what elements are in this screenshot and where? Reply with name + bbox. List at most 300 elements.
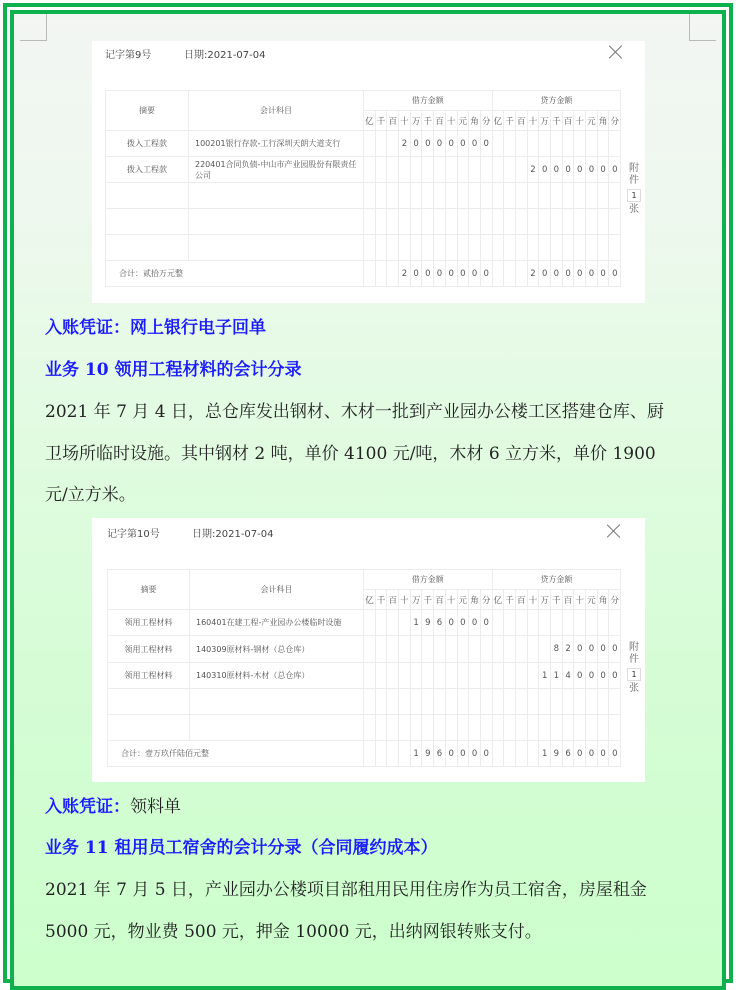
credit-digit-cell (574, 715, 586, 741)
credit-digit-cell: 0 (562, 261, 574, 287)
debit-digit-cell (445, 663, 457, 689)
debit-digit-cell (410, 157, 422, 183)
credit-digit-cell (609, 689, 621, 715)
credit-digit-cell: 8 (551, 636, 563, 663)
debit-digit-cell (410, 663, 422, 689)
digit-unit-header: 亿 (364, 111, 376, 131)
digit-unit-header: 分 (480, 590, 492, 610)
digit-unit-header: 亿 (492, 111, 504, 131)
digit-unit-header: 分 (609, 590, 621, 610)
debit-digit-cell (387, 235, 399, 261)
digit-unit-header: 千 (375, 590, 387, 610)
row-summary: 领用工程材料 (108, 610, 190, 636)
credit-digit-cell: 0 (586, 261, 598, 287)
credit-digit-cell (515, 261, 527, 287)
credit-digit-cell (504, 183, 516, 209)
digit-unit-header: 万 (539, 590, 551, 610)
debit-digit-cell: 0 (422, 261, 434, 287)
corner-mark-top-left (20, 14, 47, 41)
row-summary (106, 209, 189, 235)
debit-digit-cell (457, 235, 469, 261)
digit-unit-header: 十 (399, 590, 411, 610)
attachments-label: 附件 (629, 163, 639, 186)
digit-unit-header: 元 (457, 111, 469, 131)
credit-digit-cell (574, 235, 586, 261)
digit-unit-header: 十 (527, 111, 539, 131)
debit-digit-cell (434, 183, 446, 209)
credit-digit-cell (562, 610, 574, 636)
debit-digit-cell (364, 715, 376, 741)
debit-digit-cell (364, 157, 376, 183)
debit-digit-cell (387, 261, 399, 287)
credit-digit-cell (609, 610, 621, 636)
credit-digit-cell (551, 610, 563, 636)
digit-unit-header: 百 (515, 590, 527, 610)
digit-unit-header: 千 (551, 111, 563, 131)
credit-digit-cell (562, 183, 574, 209)
credit-digit-cell (551, 183, 563, 209)
credit-digit-cell: 6 (562, 741, 574, 767)
debit-digit-cell (399, 663, 411, 689)
credit-digit-cell (574, 209, 586, 235)
credit-digit-cell (515, 157, 527, 183)
credit-digit-cell (609, 209, 621, 235)
debit-digit-cell (434, 636, 446, 663)
debit-digit-cell (410, 183, 422, 209)
credit-digit-cell (492, 636, 504, 663)
digit-unit-header: 亿 (492, 590, 504, 610)
debit-digit-cell (434, 689, 446, 715)
row-account: 160401在建工程-产业园办公楼临时设施 (190, 610, 364, 636)
debit-digit-cell: 0 (422, 131, 434, 157)
debit-digit-cell (375, 157, 387, 183)
debit-digit-cell (445, 157, 457, 183)
credit-digit-cell (504, 157, 516, 183)
row-summary (108, 689, 190, 715)
debit-digit-cell (480, 715, 492, 741)
digit-unit-header: 十 (445, 590, 457, 610)
digit-unit-header: 千 (504, 111, 516, 131)
row-account: 140309原材料-钢材（总仓库） (190, 636, 364, 663)
digit-unit-header: 分 (480, 111, 492, 131)
debit-digit-cell (387, 636, 399, 663)
debit-digit-cell: 0 (480, 741, 492, 767)
digit-unit-header: 百 (387, 111, 399, 131)
digit-unit-header: 万 (410, 590, 422, 610)
credit-digit-cell: 0 (586, 663, 598, 689)
credit-digit-cell (562, 131, 574, 157)
debit-digit-cell (364, 741, 376, 767)
credit-digit-cell (527, 715, 539, 741)
debit-digit-cell (375, 235, 387, 261)
digit-unit-header: 元 (586, 111, 598, 131)
debit-digit-cell (469, 157, 481, 183)
credit-digit-cell (527, 636, 539, 663)
debit-digit-cell (469, 689, 481, 715)
attachments-unit: 张 (629, 204, 639, 215)
debit-digit-cell (457, 689, 469, 715)
header-debit: 借方金额 (364, 91, 493, 111)
table-row (108, 663, 621, 689)
debit-digit-cell (399, 235, 411, 261)
credit-digit-cell (586, 209, 598, 235)
credit-digit-cell: 0 (609, 636, 621, 663)
credit-digit-cell (597, 689, 609, 715)
digit-unit-header: 千 (422, 590, 434, 610)
credit-digit-cell: 0 (574, 157, 586, 183)
credit-digit-cell (515, 235, 527, 261)
credit-digit-cell: 0 (597, 157, 609, 183)
debit-digit-cell (364, 610, 376, 636)
credit-digit-cell (586, 235, 598, 261)
debit-digit-cell (469, 715, 481, 741)
debit-digit-cell (364, 663, 376, 689)
debit-digit-cell (375, 636, 387, 663)
debit-digit-cell (410, 235, 422, 261)
debit-digit-cell (434, 663, 446, 689)
close-icon[interactable] (607, 524, 621, 538)
debit-digit-cell: 0 (457, 610, 469, 636)
credit-digit-cell (515, 183, 527, 209)
credit-digit-cell (504, 261, 516, 287)
close-icon[interactable] (609, 45, 623, 59)
credit-digit-cell (492, 689, 504, 715)
entry-voucher-label: 入账凭证： (45, 797, 130, 817)
business-10-title: 业务 10 领用工程材料的会计分录 (45, 360, 302, 380)
row-summary (106, 183, 189, 209)
credit-digit-cell (527, 183, 539, 209)
credit-digit-cell (527, 689, 539, 715)
credit-digit-cell (539, 610, 551, 636)
row-account (189, 209, 364, 235)
credit-digit-cell (586, 131, 598, 157)
credit-digit-cell (492, 209, 504, 235)
credit-digit-cell (504, 636, 516, 663)
debit-digit-cell (387, 689, 399, 715)
debit-digit-cell (457, 636, 469, 663)
debit-digit-cell (364, 689, 376, 715)
digit-unit-header: 十 (399, 111, 411, 131)
row-account: 220401合同负债-中山市产业园股份有限责任公司 (189, 157, 364, 183)
debit-digit-cell (410, 636, 422, 663)
credit-digit-cell (586, 715, 598, 741)
entry-voucher-value: 网上银行电子回单 (130, 318, 266, 338)
credit-digit-cell (562, 235, 574, 261)
credit-digit-cell: 9 (551, 741, 563, 767)
credit-digit-cell (551, 715, 563, 741)
credit-digit-cell (562, 209, 574, 235)
credit-digit-cell: 0 (539, 261, 551, 287)
total-label: 合计：壹万玖仟陆佰元整 (108, 741, 364, 767)
row-summary: 领用工程材料 (108, 663, 190, 689)
debit-digit-cell (422, 209, 434, 235)
credit-digit-cell: 0 (597, 636, 609, 663)
credit-digit-cell (527, 610, 539, 636)
digit-unit-header: 亿 (364, 590, 376, 610)
debit-digit-cell: 9 (422, 741, 434, 767)
credit-digit-cell (492, 663, 504, 689)
digit-unit-header: 百 (515, 111, 527, 131)
debit-digit-cell: 0 (445, 610, 457, 636)
business-11-line-1: 2021 年 7 月 5 日，产业园办公楼项目部租用民用住房作为员工宿舍，房屋租金 (45, 880, 647, 900)
credit-digit-cell (515, 689, 527, 715)
credit-digit-cell (515, 131, 527, 157)
row-summary: 拨入工程款 (106, 131, 189, 157)
credit-digit-cell (539, 715, 551, 741)
debit-digit-cell (399, 209, 411, 235)
credit-digit-cell: 0 (586, 741, 598, 767)
credit-digit-cell: 1 (539, 741, 551, 767)
debit-digit-cell (445, 715, 457, 741)
debit-digit-cell (399, 741, 411, 767)
debit-digit-cell (480, 663, 492, 689)
digit-unit-header: 角 (597, 590, 609, 610)
row-summary (106, 235, 189, 261)
credit-digit-cell (539, 235, 551, 261)
debit-digit-cell (375, 183, 387, 209)
credit-digit-cell (539, 636, 551, 663)
debit-digit-cell (422, 235, 434, 261)
credit-digit-cell (504, 741, 516, 767)
debit-digit-cell: 0 (457, 741, 469, 767)
voucher-card-9 (92, 41, 645, 303)
business-11-line-2: 5000 元，物业费 500 元，押金 10000 元，出纳网银转账支付。 (45, 922, 542, 942)
table-row (106, 131, 621, 157)
debit-digit-cell (375, 610, 387, 636)
table-row (106, 209, 621, 235)
debit-digit-cell (469, 183, 481, 209)
digit-unit-header: 十 (574, 111, 586, 131)
credit-digit-cell (504, 689, 516, 715)
credit-digit-cell (539, 689, 551, 715)
debit-digit-cell (480, 157, 492, 183)
header-account: 会计科目 (190, 570, 364, 610)
credit-digit-cell (586, 183, 598, 209)
credit-digit-cell (527, 131, 539, 157)
voucher-number: 记字第9号 (105, 50, 152, 61)
debit-digit-cell (445, 689, 457, 715)
attachments-number-field[interactable]: 1 (627, 668, 641, 681)
credit-digit-cell (492, 610, 504, 636)
row-account (190, 715, 364, 741)
debit-digit-cell (364, 261, 376, 287)
credit-digit-cell: 0 (574, 261, 586, 287)
debit-digit-cell: 0 (480, 131, 492, 157)
row-summary (108, 715, 190, 741)
digit-unit-header: 百 (562, 111, 574, 131)
credit-digit-cell: 1 (539, 663, 551, 689)
credit-digit-cell (504, 715, 516, 741)
debit-digit-cell (375, 261, 387, 287)
digit-unit-header: 角 (597, 111, 609, 131)
debit-digit-cell: 1 (410, 610, 422, 636)
debit-digit-cell (457, 663, 469, 689)
debit-digit-cell (375, 715, 387, 741)
attachments-unit: 张 (629, 683, 639, 694)
credit-digit-cell (492, 715, 504, 741)
digit-unit-header: 百 (387, 590, 399, 610)
credit-digit-cell (492, 741, 504, 767)
debit-digit-cell (457, 157, 469, 183)
entry-voucher-line-1 (45, 318, 695, 338)
credit-digit-cell (574, 131, 586, 157)
credit-digit-cell (527, 663, 539, 689)
table-row (108, 689, 621, 715)
credit-digit-cell (551, 689, 563, 715)
business-11-title: 业务 11 租用员工宿舍的会计分录（合同履约成本） (45, 838, 438, 858)
debit-digit-cell (399, 157, 411, 183)
entry-voucher-label: 入账凭证： (45, 318, 130, 338)
credit-digit-cell (527, 235, 539, 261)
debit-digit-cell (387, 610, 399, 636)
credit-digit-cell: 2 (527, 157, 539, 183)
voucher-card-10 (92, 518, 645, 782)
credit-digit-cell (539, 131, 551, 157)
debit-digit-cell (387, 157, 399, 183)
digit-unit-header: 十 (574, 590, 586, 610)
debit-digit-cell: 0 (410, 261, 422, 287)
debit-digit-cell (445, 636, 457, 663)
debit-digit-cell (410, 209, 422, 235)
debit-digit-cell (422, 663, 434, 689)
credit-digit-cell: 0 (609, 741, 621, 767)
table-row (108, 715, 621, 741)
credit-digit-cell: 0 (551, 157, 563, 183)
attachments-count (627, 163, 641, 216)
voucher-table (105, 90, 621, 287)
digit-unit-header: 十 (445, 111, 457, 131)
credit-digit-cell: 2 (562, 636, 574, 663)
entry-voucher-line-2 (45, 797, 695, 817)
debit-digit-cell (422, 157, 434, 183)
credit-digit-cell (597, 209, 609, 235)
digit-unit-header: 万 (539, 111, 551, 131)
debit-digit-cell (469, 663, 481, 689)
total-label: 合计：贰拾万元整 (106, 261, 364, 287)
debit-digit-cell (434, 235, 446, 261)
debit-digit-cell (422, 636, 434, 663)
credit-digit-cell: 0 (551, 261, 563, 287)
debit-digit-cell: 0 (469, 261, 481, 287)
debit-digit-cell (364, 209, 376, 235)
credit-digit-cell: 0 (574, 663, 586, 689)
debit-digit-cell (434, 209, 446, 235)
credit-digit-cell (597, 235, 609, 261)
digit-unit-header: 角 (469, 590, 481, 610)
credit-digit-cell (504, 235, 516, 261)
debit-digit-cell (387, 663, 399, 689)
credit-digit-cell: 0 (597, 663, 609, 689)
debit-digit-cell: 0 (469, 131, 481, 157)
credit-digit-cell (562, 715, 574, 741)
digit-unit-header: 千 (551, 590, 563, 610)
debit-digit-cell: 0 (480, 261, 492, 287)
credit-digit-cell (597, 183, 609, 209)
credit-digit-cell (515, 741, 527, 767)
voucher-date: 日期:2021-07-04 (184, 50, 266, 61)
digit-unit-header: 百 (434, 590, 446, 610)
table-row (106, 183, 621, 209)
credit-digit-cell (609, 715, 621, 741)
digit-unit-header: 千 (504, 590, 516, 610)
debit-digit-cell (480, 209, 492, 235)
row-account: 140310原材料-木材（总仓库） (190, 663, 364, 689)
table-row (108, 636, 621, 663)
debit-digit-cell (399, 689, 411, 715)
credit-digit-cell: 0 (609, 157, 621, 183)
credit-digit-cell (504, 610, 516, 636)
debit-digit-cell (469, 209, 481, 235)
debit-digit-cell: 9 (422, 610, 434, 636)
credit-digit-cell: 1 (551, 663, 563, 689)
debit-digit-cell: 2 (399, 131, 411, 157)
attachments-count (627, 642, 641, 695)
debit-digit-cell (375, 689, 387, 715)
debit-digit-cell (422, 715, 434, 741)
digit-unit-header: 角 (469, 111, 481, 131)
header-summary: 摘要 (106, 91, 189, 131)
credit-digit-cell (586, 610, 598, 636)
table-row (106, 235, 621, 261)
debit-digit-cell: 0 (434, 131, 446, 157)
business-10-line-2: 卫场所临时设施。其中钢材 2 吨，单价 4100 元/吨，木材 6 立方米，单价 1900 (45, 444, 656, 464)
digit-unit-header: 千 (375, 111, 387, 131)
credit-digit-cell (527, 741, 539, 767)
credit-digit-cell (515, 636, 527, 663)
business-10-line-3: 元/立方米。 (45, 485, 136, 505)
credit-digit-cell (551, 209, 563, 235)
debit-digit-cell (480, 183, 492, 209)
debit-digit-cell (364, 235, 376, 261)
total-row (108, 741, 621, 767)
debit-digit-cell (399, 636, 411, 663)
debit-digit-cell: 0 (445, 741, 457, 767)
debit-digit-cell (422, 183, 434, 209)
credit-digit-cell: 0 (574, 741, 586, 767)
debit-digit-cell (434, 157, 446, 183)
credit-digit-cell (609, 183, 621, 209)
digit-unit-header: 元 (457, 590, 469, 610)
credit-digit-cell: 0 (597, 261, 609, 287)
credit-digit-cell (586, 689, 598, 715)
row-account (189, 235, 364, 261)
credit-digit-cell (574, 610, 586, 636)
credit-digit-cell (539, 183, 551, 209)
voucher-table (107, 569, 621, 767)
debit-digit-cell: 6 (434, 610, 446, 636)
debit-digit-cell (480, 689, 492, 715)
debit-digit-cell (364, 183, 376, 209)
credit-digit-cell (492, 261, 504, 287)
credit-digit-cell: 0 (609, 261, 621, 287)
debit-digit-cell (387, 183, 399, 209)
voucher-number: 记字第10号 (107, 529, 160, 540)
credit-digit-cell: 0 (597, 741, 609, 767)
credit-digit-cell (609, 235, 621, 261)
debit-digit-cell (422, 689, 434, 715)
debit-digit-cell (364, 636, 376, 663)
debit-digit-cell (387, 741, 399, 767)
credit-digit-cell (597, 131, 609, 157)
header-credit: 贷方金额 (492, 570, 621, 590)
entry-voucher-value: 领料单 (130, 797, 181, 817)
digit-unit-header: 分 (609, 111, 621, 131)
credit-digit-cell: 4 (562, 663, 574, 689)
row-account (189, 183, 364, 209)
debit-digit-cell (375, 209, 387, 235)
attachments-number-field[interactable]: 1 (627, 189, 641, 202)
debit-digit-cell (387, 209, 399, 235)
